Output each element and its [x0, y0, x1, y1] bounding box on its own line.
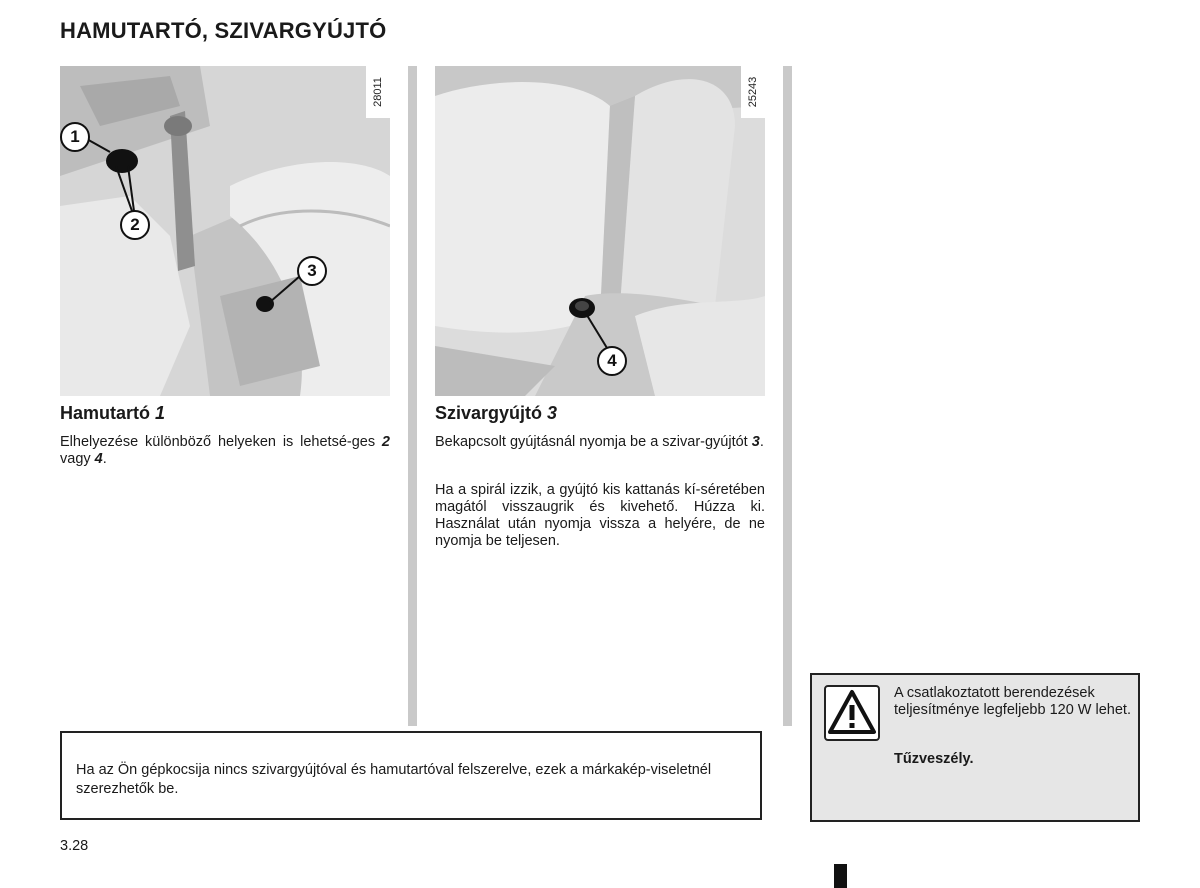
warning-text: A csatlakoztatott berendezések teljesítménye legfeljebb 120 W lehet.	[894, 685, 1131, 718]
console-illustration	[60, 66, 390, 396]
lighter-heading: Szivargyújtó 3	[435, 403, 558, 423]
lighter-photo	[435, 66, 765, 396]
section-tab-marker	[834, 864, 847, 888]
column-divider	[783, 66, 792, 726]
warning-emphasis: Tűzveszély.	[894, 751, 974, 767]
figure-code: 25243	[741, 66, 765, 118]
ashtray-photo	[60, 66, 390, 396]
page-number: 3.28	[60, 838, 89, 854]
note-text: Ha az Ön gépkocsija nincs szivargyújtóval és hamutartóval felszerelve, ezek a márkakép-viseletnél szerezhetők be.	[76, 762, 712, 797]
page-title: HAMUTARTÓ, SZIVARGYÚJTÓ	[60, 18, 387, 43]
note-box	[60, 731, 762, 820]
warning-triangle-icon	[824, 685, 880, 741]
warning-box	[810, 673, 1140, 822]
lighter-text-1: Bekapcsolt gyújtásnál nyomja be a szivar-gyújtót 3.	[435, 434, 764, 450]
lighter-text-2: Ha a spirál izzik, a gyújtó kis kattanás kí-séretében magától visszaugrik és kivehető. Húzza ki. Használat után nyomja vissza a helyére, de ne nyomja be teljesen.	[435, 482, 765, 549]
column-divider	[408, 66, 417, 726]
ashtray-heading: Hamutartó 1	[60, 403, 166, 423]
callout-3: 3	[297, 256, 327, 286]
figure-code: 28011	[366, 66, 390, 118]
callout-1: 1	[60, 122, 90, 152]
rear-seat-illustration	[435, 66, 765, 396]
callout-2: 2	[120, 210, 150, 240]
ashtray-text: Elhelyezése különböző helyeken is lehetsé-ges 2 vagy 4.	[60, 434, 390, 467]
callout-4: 4	[597, 346, 627, 376]
